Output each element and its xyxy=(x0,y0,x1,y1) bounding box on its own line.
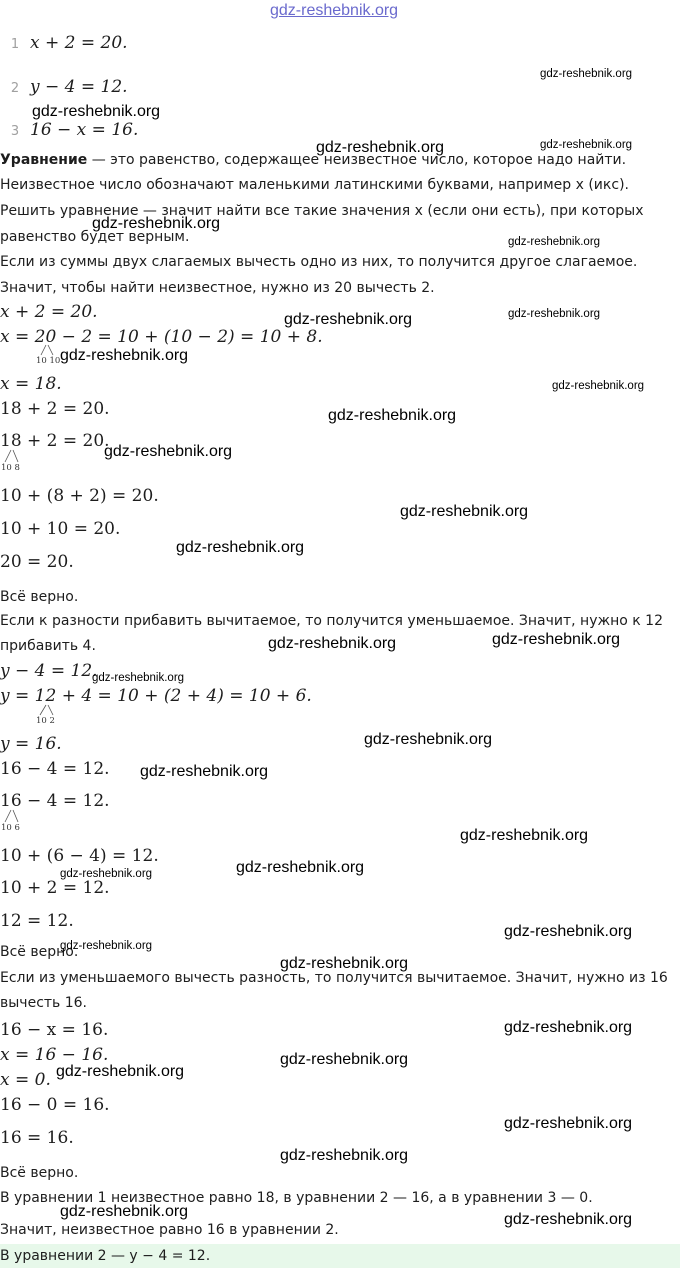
watermark: gdz-reshebnik.org xyxy=(552,380,645,392)
watermark: gdz-reshebnik.org xyxy=(364,731,493,748)
solution3-line: 16 = 16. xyxy=(0,1128,74,1148)
watermark: gdz-reshebnik.org xyxy=(92,215,221,232)
definition-line-4: равенство будет верным. xyxy=(0,229,190,245)
check-result: Всё верно. xyxy=(0,589,79,605)
definition-line-2: Неизвестное число обозначают маленькими латинскими буквами, например x (икс). xyxy=(0,177,629,193)
watermark: gdz-reshebnik.org xyxy=(104,443,233,460)
watermark: gdz-reshebnik.org xyxy=(284,311,413,328)
check-result: Всё верно. xyxy=(0,1165,79,1181)
solution3-line: x = 16 − 16. xyxy=(0,1045,109,1065)
number-split-diagram: 10 6 xyxy=(1,809,23,833)
watermark: gdz-reshebnik.org xyxy=(268,635,397,652)
watermark: gdz-reshebnik.org xyxy=(176,539,305,556)
solution3-line: 16 − x = 16. xyxy=(0,1020,109,1040)
watermark: gdz-reshebnik.org xyxy=(492,631,621,648)
conclusion-line-2: Значит, неизвестное равно 16 в уравнении 2. xyxy=(0,1222,339,1238)
solution1-line: x = 20 − 2 = 10 + (10 − 2) = 10 + 8. xyxy=(0,327,323,347)
watermark: gdz-reshebnik.org xyxy=(92,672,185,684)
rule3-line-1: Если из уменьшаемого вычесть разность, то получится вычитаемое. Значит, нужно из 16 xyxy=(0,970,668,986)
solution1-line: x = 18. xyxy=(0,374,62,394)
solution1-line: x + 2 = 20. xyxy=(0,302,98,322)
watermark: gdz-reshebnik.org xyxy=(504,923,633,940)
solution2-line: 12 = 12. xyxy=(0,911,74,931)
watermark: gdz-reshebnik.org xyxy=(508,308,601,320)
watermark: gdz-reshebnik.org xyxy=(280,955,409,972)
solution2-line: 16 − 4 = 12. xyxy=(0,759,110,779)
definition-line-1: Уравнение — это равенство, содержащее неизвестное число, которое надо найти. xyxy=(0,152,627,168)
watermark: gdz-reshebnik.org xyxy=(60,940,153,952)
number-split-diagram: 10 10 xyxy=(36,344,60,366)
watermark: gdz-reshebnik.org xyxy=(280,1051,409,1068)
watermark: gdz-reshebnik.org xyxy=(56,1063,185,1080)
watermark-link[interactable]: gdz-reshebnik.org xyxy=(270,2,399,19)
solution2-line: y − 4 = 12. xyxy=(0,661,98,681)
rule1-line-2: Значит, чтобы найти неизвестное, нужно из 20 вычесть 2. xyxy=(0,280,435,296)
number-split-diagram: 10 8 xyxy=(1,449,23,473)
equation-2: 2 y − 4 = 12. xyxy=(10,77,128,97)
watermark: gdz-reshebnik.org xyxy=(280,1147,409,1164)
watermark: gdz-reshebnik.org xyxy=(60,868,153,880)
definition-term: Уравнение xyxy=(0,152,88,168)
watermark: gdz-reshebnik.org xyxy=(508,236,601,248)
solution3-line: 16 − 0 = 16. xyxy=(0,1095,110,1115)
solution2-line: y = 12 + 4 = 10 + (2 + 4) = 10 + 6. xyxy=(0,686,312,706)
watermark: gdz-reshebnik.org xyxy=(236,859,365,876)
watermark: gdz-reshebnik.org xyxy=(504,1019,633,1036)
rule2-line-2: прибавить 4. xyxy=(0,638,96,654)
rule1-line-1: Если из суммы двух слагаемых вычесть одно из них, то получится другое слагаемое. xyxy=(0,254,638,270)
number-split-diagram: 10 2 xyxy=(36,704,58,726)
answer-line: В уравнении 2 — y − 4 = 12. xyxy=(0,1248,211,1264)
solution2-line: y = 16. xyxy=(0,734,62,754)
equation-1: 1 x + 2 = 20. xyxy=(10,33,128,53)
solution1-line: 10 + 10 = 20. xyxy=(0,519,121,539)
solution3-line: x = 0. xyxy=(0,1070,51,1090)
solution2-line: 10 + 2 = 12. xyxy=(0,878,110,898)
watermark: gdz-reshebnik.org xyxy=(400,503,529,520)
solution1-line: 18 + 2 = 20. xyxy=(0,399,110,419)
watermark: gdz-reshebnik.org xyxy=(32,103,161,120)
rule3-line-2: вычесть 16. xyxy=(0,995,88,1011)
solution1-line: 10 + (8 + 2) = 20. xyxy=(0,486,159,506)
solution2-line: 10 + (6 − 4) = 12. xyxy=(0,846,159,866)
solution1-line: 18 + 2 = 20. xyxy=(0,431,110,451)
watermark: gdz-reshebnik.org xyxy=(328,407,457,424)
definition-line-3: Решить уравнение — значит найти все такие значения x (если они есть), при которых xyxy=(0,203,644,219)
watermark: gdz-reshebnik.org xyxy=(60,1203,189,1220)
watermark: gdz-reshebnik.org xyxy=(140,763,269,780)
check-result: Всё верно. xyxy=(0,944,79,960)
watermark: gdz-reshebnik.org xyxy=(504,1211,633,1228)
conclusion-line-1: В уравнении 1 неизвестное равно 18, в уравнении 2 — 16, а в уравнении 3 — 0. xyxy=(0,1190,593,1206)
equation-3: 3 16 − x = 16. xyxy=(10,120,139,140)
watermark: gdz-reshebnik.org xyxy=(460,827,589,844)
watermark: gdz-reshebnik.org xyxy=(316,139,445,156)
watermark: gdz-reshebnik.org xyxy=(60,347,189,364)
watermark: gdz-reshebnik.org xyxy=(504,1115,633,1132)
solution1-line: 20 = 20. xyxy=(0,552,74,572)
solution2-line: 16 − 4 = 12. xyxy=(0,791,110,811)
rule2-line-1: Если к разности прибавить вычитаемое, то получится уменьшаемое. Значит, нужно к 12 xyxy=(0,613,663,629)
watermark: gdz-reshebnik.org xyxy=(540,139,633,151)
watermark: gdz-reshebnik.org xyxy=(540,68,633,80)
